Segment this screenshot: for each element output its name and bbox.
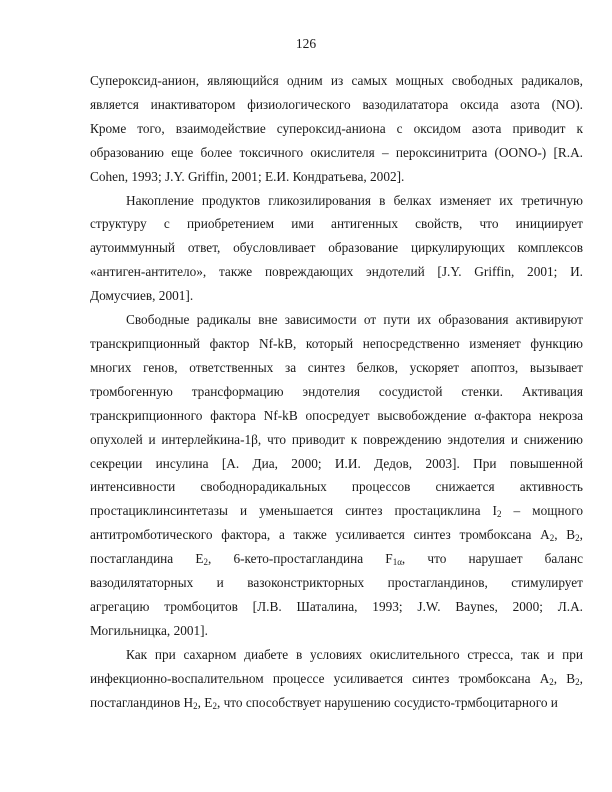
text-run: тромбогенную трансформацию эндотелия сосудистой стенки. Активация — [90, 383, 583, 399]
text-line — [90, 260, 583, 284]
text-line — [90, 523, 583, 547]
paragraph-p2 — [90, 189, 583, 309]
text-run: Свободные радикалы вне зависимости от пути их образования активируют — [126, 312, 583, 328]
text-run: Cohen, 1993; J.Y. Griffin, 2001; Е.И. Кондратьева, 2002]. — [90, 168, 405, 184]
subscript: 2 — [575, 533, 580, 544]
text-run: Как при сахарном диабете в условиях окислительного стресса, так и при — [126, 646, 583, 662]
text-run: , что нарушает баланс — [401, 551, 583, 567]
text-run: структуру с приобретением ими антигенных свойств, что инициирует — [90, 216, 583, 232]
text-run: , — [579, 670, 583, 686]
paragraph-p3 — [90, 308, 583, 643]
text-line — [90, 165, 583, 189]
text-run: антитромботического фактора, а также усиливается синтез тромбоксана A — [90, 527, 550, 543]
text-line — [90, 691, 583, 715]
text-line — [90, 404, 583, 428]
subscript: 2 — [203, 557, 208, 568]
text-run: агрегацию тромбоцитов [Л.В. Шаталина, 1993; J.W. Baynes, 2000; Л.А. — [90, 598, 583, 614]
text-line — [90, 571, 583, 595]
text-run: инфекционно-воспалительном процессе усиливается синтез тромбоксана A — [90, 670, 550, 686]
text-run: «антиген-антитело», также повреждающих эндотелий [J.Y. Griffin, 2001; И. — [90, 264, 583, 280]
text-run: постагландина E — [90, 551, 204, 567]
text-run: Накопление продуктов гликозилирования в белках изменяет их третичную — [126, 192, 583, 208]
text-line — [90, 643, 583, 667]
text-run: транскрипционного фактора Nf-kB опосредует высвобождение α-фактора некроза — [90, 407, 583, 423]
text-line — [90, 380, 583, 404]
text-line — [90, 475, 583, 499]
subscript: 2 — [549, 533, 555, 544]
paragraph-p1 — [90, 69, 583, 189]
subscript: 2 — [549, 676, 554, 687]
text-run: вазодилятаторных и вазоконстрикторных простагландинов, стимулирует — [90, 575, 583, 591]
text-line — [90, 93, 583, 117]
subscript: 2 — [193, 700, 198, 711]
text-line — [90, 356, 583, 380]
text-line — [90, 499, 583, 523]
text-run: , 6-кето-простагландина F — [207, 551, 393, 567]
text-line — [90, 452, 583, 476]
page-number: 126 — [295, 36, 317, 51]
text-run: , — [579, 527, 583, 543]
subscript: 2 — [496, 509, 502, 520]
text-run: интенсивности свободнорадикальных процессов снижается активность — [90, 479, 583, 495]
text-run: Могильницка, 2001]. — [90, 622, 208, 638]
text-line — [90, 308, 583, 332]
text-run: – мощного — [501, 503, 583, 519]
text-line — [90, 284, 583, 308]
text-line — [90, 236, 583, 260]
text-run: многих генов, ответственных за синтез белков, ускоряет апоптоз, вызывает — [90, 359, 583, 375]
text-run: Кроме того, взаимодействие супероксид-аниона с оксидом азота приводит к — [90, 120, 583, 136]
text-line — [90, 117, 583, 141]
text-line — [90, 69, 583, 93]
text-run: образованию еще более токсичного окислителя – пероксинитрита (OONO-) [R.A. — [90, 144, 583, 160]
text-run: аутоиммунный ответ, обусловливает образование циркулирующих комплексов — [90, 240, 583, 256]
text-run: , B — [554, 527, 576, 543]
text-run: , что способствует нарушению сосудисто-трмбоцитарного и — [216, 694, 558, 710]
text-line — [90, 547, 583, 571]
text-line — [90, 189, 583, 213]
paragraph-p4 — [90, 643, 583, 715]
text-run: секреции инсулина [А. Диа, 2000; И.И. Дедов, 2003]. При повышенной — [90, 455, 583, 471]
text-run: Домусчиев, 2001]. — [90, 288, 194, 304]
subscript: 2 — [212, 700, 217, 711]
text-run: , E — [197, 694, 213, 710]
text-run: Супероксид-анион, являющийся одним из самых мощных свободных радикалов, — [90, 73, 583, 88]
text-line — [90, 212, 583, 236]
text-line — [90, 619, 583, 643]
text-run: постагландинов H — [90, 694, 194, 710]
text-line — [90, 595, 583, 619]
text-line — [90, 141, 583, 165]
subscript: 1α — [392, 557, 402, 568]
text-run: , B — [553, 670, 576, 686]
text-run: является инактиватором физиологического вазодилататора оксида азота (NO). — [90, 96, 583, 112]
text-run: опухолей и интерлейкина-1β, что приводит к повреждению эндотелия и снижению — [90, 431, 583, 447]
text-run: транскрипционный фактор Nf-kB, который непосредственно изменяет функцию — [90, 335, 583, 351]
text-run: простациклинсинтетазы и уменьшается синтез простациклина I — [90, 503, 497, 519]
subscript: 2 — [575, 676, 580, 687]
body-text — [90, 69, 583, 714]
text-line — [90, 332, 583, 356]
text-line — [90, 428, 583, 452]
text-line — [90, 667, 583, 691]
